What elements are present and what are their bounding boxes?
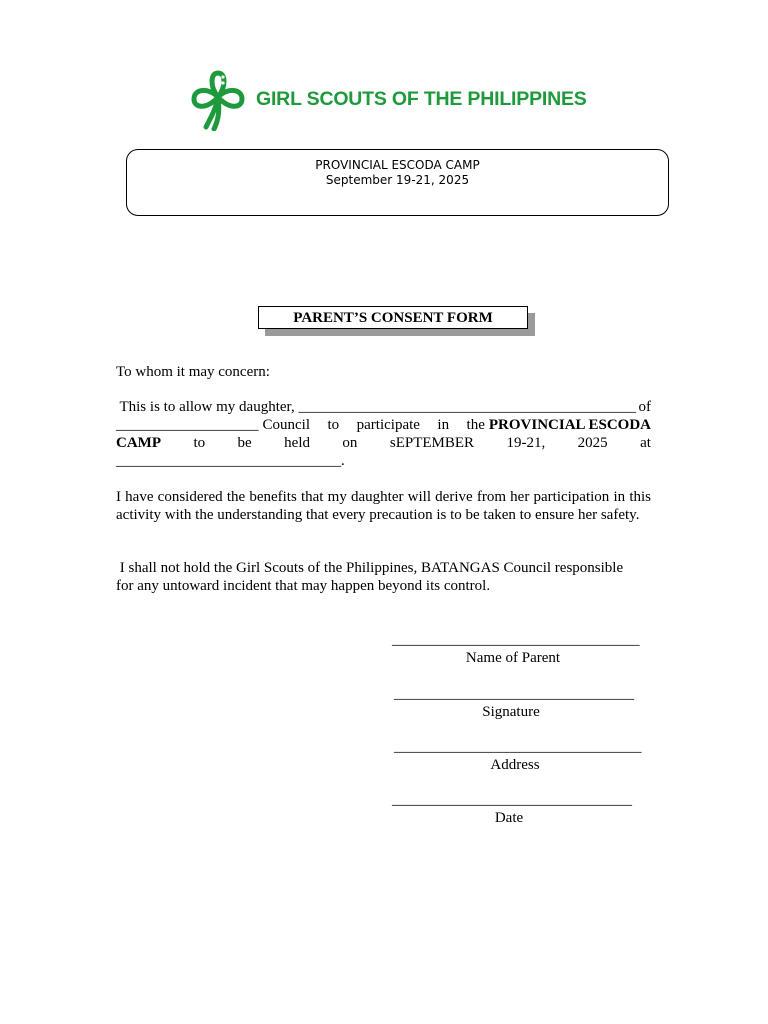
consent-line-1-end: of — [638, 399, 651, 415]
event-info-box — [126, 149, 669, 216]
consent-word: 2025 — [577, 435, 608, 451]
salutation: To whom it may concern: — [116, 364, 270, 380]
signature-line: _________________________________ — [392, 632, 640, 648]
liability-line-1: I shall not hold the Girl Scouts of the Philippines, BATANGAS Council responsible — [116, 560, 624, 576]
consent-line-2-text: Council to participate in the — [262, 417, 485, 433]
liability-line-2: for any untoward incident that may happen beyond its control. — [116, 578, 491, 594]
venue-blank: ______________________________. — [116, 453, 345, 469]
signature-label: Signature — [482, 704, 540, 720]
consent-word: to — [193, 435, 206, 451]
signature-block — [394, 685, 634, 721]
consent-line-1-start: This is to allow my daughter, — [116, 399, 299, 415]
consent-word: on — [342, 435, 358, 451]
event-dates: September 19-21, 2025 — [325, 173, 470, 187]
consent-word: be — [237, 435, 252, 451]
date-signature-block — [392, 791, 632, 827]
signature-line: ________________________________ — [392, 792, 632, 808]
consent-word: held — [284, 435, 310, 451]
trefoil-ribbon-icon — [188, 67, 248, 131]
consent-line-2-bold: PROVINCIAL ESCODA — [488, 417, 651, 433]
consent-word: at — [640, 435, 651, 451]
form-title: PARENT’S CONSENT FORM — [258, 306, 528, 329]
consent-line-3-bold: CAMP — [116, 435, 161, 451]
address-signature-block — [394, 738, 642, 774]
daughter-name-blank: _____________________________________________ — [298, 399, 636, 415]
parent-name-signature-block — [392, 631, 640, 667]
council-blank: ___________________ — [116, 417, 259, 433]
signature-label: Address — [490, 757, 540, 773]
signature-label: Date — [494, 810, 524, 826]
form-title-box — [258, 306, 528, 329]
org-name: GIRL SCOUTS OF THE PHILIPPINES — [256, 87, 587, 110]
signature-label: Name of Parent — [465, 650, 561, 666]
consent-paragraph — [116, 398, 651, 470]
signature-line: ________________________________ — [394, 686, 634, 702]
consent-word: 19-21, — [506, 435, 546, 451]
consent-line-3 — [116, 434, 651, 452]
org-logo — [188, 66, 618, 132]
benefits-paragraph: I have considered the benefits that my daughter will derive from her participation in this activity with the understanding that every precaution is to be taken to ensure her safety. — [116, 489, 651, 523]
signature-line: _________________________________ — [394, 739, 642, 755]
liability-paragraph — [116, 559, 651, 595]
consent-line-1 — [116, 398, 651, 416]
consent-word: sEPTEMBER — [389, 435, 475, 451]
consent-line-2 — [116, 416, 651, 434]
event-name: PROVINCIAL ESCODA CAMP — [315, 158, 480, 172]
